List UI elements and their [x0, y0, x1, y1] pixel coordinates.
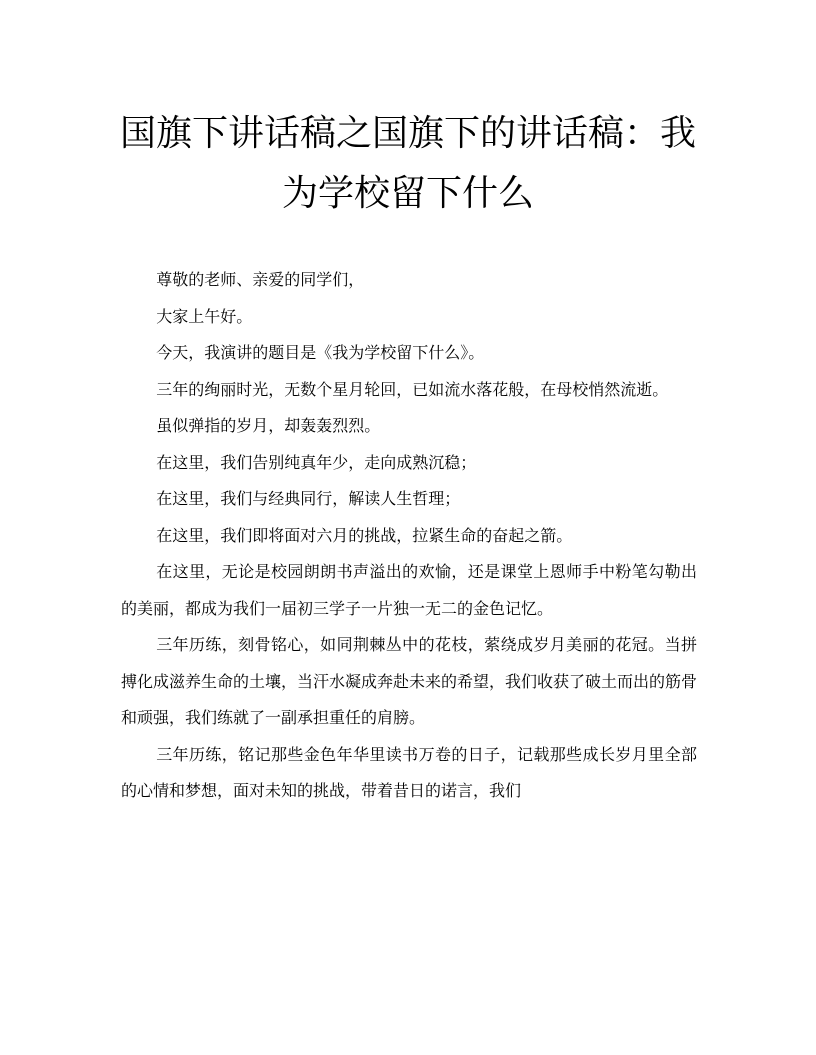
- paragraph-here-2: 在这里，我们与经典同行，解读人生哲理；: [156, 489, 461, 508]
- paragraph-greeting: 尊敬的老师、亲爱的同学们，: [156, 270, 365, 289]
- paragraph-good-morning: 大家上午好。: [156, 306, 253, 326]
- paragraph-brief-years: 虽似弹指的岁月，却轰轰烈烈。: [156, 416, 381, 435]
- paragraph-three-years: 三年的绚丽时光，无数个星月轮回，已如流水落花般，在母校悄然流逝。: [156, 379, 669, 399]
- paragraph-topic: 今天，我演讲的题目是《我为学校留下什么》。: [156, 343, 485, 362]
- paragraph-training-1: 三年历练，刻骨铭心，如同荆棘丛中的花枝，萦绕成岁月美丽的花冠。当拼搏化成滋养生命的土壤，当汗水凝成奔赴未来的希望，我们收获了破土而出的筋骨和顽强，我们练就了一副承担重任的肩膀。: [121, 635, 698, 727]
- paragraph-here-3: 在这里，我们即将面对六月的挑战，拉紧生命的奋起之箭。: [156, 525, 573, 545]
- paragraph-training-2: 三年历练，铭记那些金色年华里读书万卷的日子，记载那些成长岁月里全部的心情和梦想，面对未知的挑战，带着昔日的诺言，我们: [121, 744, 697, 800]
- paragraph-here-4: 在这里，无论是校园朗朗书声溢出的欢愉，还是课堂上恩师手中粉笔勾勒出的美丽，都成为我们一届初三学子一片独一无二的金色记忆。: [121, 562, 697, 618]
- paragraph-here-1: 在这里，我们告别纯真年少，走向成熟沉稳；: [156, 452, 477, 472]
- document-body: [121, 262, 697, 810]
- document-title: 国旗下讲话稿之国旗下的讲话稿：我为学校留下什么: [119, 113, 696, 214]
